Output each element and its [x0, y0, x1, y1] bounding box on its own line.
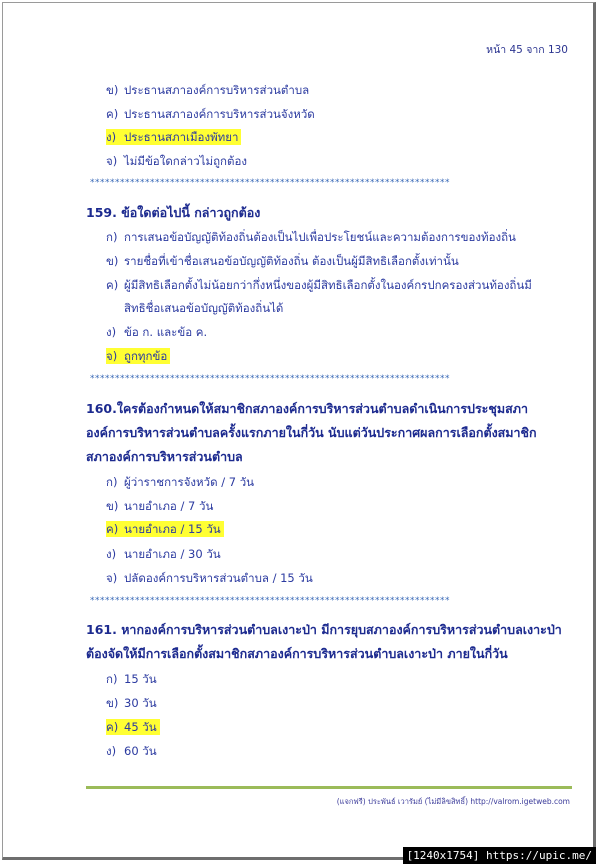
- option-text: ถูกทุกข้อ: [124, 349, 168, 363]
- q161-option-b: [106, 695, 157, 711]
- option-letter: ค): [106, 522, 119, 536]
- option-letter: ข): [106, 696, 119, 710]
- q161-option-d: [106, 743, 157, 759]
- footer-credit: (แจกฟรี) ประพันธ์ เวารัมย์ (ไม่มีลิขสิทธิ์) http://valrom.igetweb.com: [336, 797, 570, 806]
- option-letter: ง): [106, 547, 117, 561]
- separator: ************************************************************************: [90, 374, 450, 384]
- separator: ************************************************************************: [90, 596, 450, 606]
- q159-option-c: [106, 277, 532, 293]
- question-line: องค์การบริหารส่วนตำบลครั้งแรกภายในกี่วัน นับแต่วันประกาศผลการเลือกตั้งสมาชิก: [86, 425, 537, 440]
- option-text: นายอำเภอ / 7 วัน: [124, 499, 214, 513]
- option-letter: ค): [106, 720, 119, 734]
- option-d-prev-answer: [106, 129, 241, 145]
- question-line: 161. หากองค์การบริหารส่วนตำบลเงาะป่า มีการยุบสภาองค์การบริหารส่วนตำบลเงาะป่า: [86, 622, 562, 637]
- option-letter: ค): [106, 107, 119, 121]
- option-letter: จ): [106, 571, 118, 585]
- question-159: 159. ข้อใดต่อไปนี้ กล่าวถูกต้อง: [86, 205, 261, 220]
- q160-option-b: [106, 498, 213, 514]
- option-text: ประธานสภาองค์การบริหารส่วนจังหวัด: [124, 107, 315, 121]
- option-text: 15 วัน: [124, 672, 157, 686]
- option-letter: ง): [106, 744, 117, 758]
- option-letter: จ): [106, 349, 118, 363]
- option-letter: ข): [106, 254, 119, 268]
- option-letter: ง): [106, 130, 117, 144]
- option-text: ผู้ว่าราชการจังหวัด / 7 วัน: [124, 475, 255, 489]
- option-text: ประธานสภาองค์การบริหารส่วนตำบล: [124, 83, 310, 97]
- question-line: สภาองค์การบริหารส่วนตำบล: [86, 449, 243, 464]
- separator: ************************************************************************: [90, 178, 450, 188]
- footer-rule: [86, 786, 572, 789]
- option-b-prev: [106, 82, 309, 98]
- question-line: ต้องจัดให้มีการเลือกตั้งสมาชิกสภาองค์การบริหารส่วนตำบลเงาะป่า ภายในกี่วัน: [86, 646, 508, 661]
- q159-option-c-continued: สิทธิชื่อเสนอข้อบัญญัติท้องถิ่นได้: [124, 301, 284, 315]
- q159-option-a: [106, 229, 516, 245]
- option-text: ข้อ ก. และข้อ ค.: [124, 325, 208, 339]
- option-c-prev: [106, 106, 315, 122]
- q161-option-a: [106, 671, 157, 687]
- option-letter: จ): [106, 154, 118, 168]
- question-161: [86, 618, 576, 666]
- q160-option-e: [106, 570, 313, 586]
- option-letter: ข): [106, 499, 119, 513]
- option-letter: ข): [106, 83, 119, 97]
- option-text: ประธานสภาเมืองพัทยา: [124, 130, 239, 144]
- q159-option-d: [106, 324, 207, 340]
- option-letter: ค): [106, 278, 119, 292]
- option-text: การเสนอข้อบัญญัติท้องถิ่นต้องเป็นไปเพื่อประโยชน์และความต้องการของท้องถิ่น: [124, 230, 516, 244]
- q160-option-a: [106, 474, 254, 490]
- option-letter: ก): [106, 475, 118, 489]
- option-text: 60 วัน: [124, 744, 157, 758]
- option-text: 45 วัน: [124, 720, 157, 734]
- q159-option-e-answer: [106, 348, 170, 364]
- option-text: ผู้มีสิทธิเลือกตั้งไม่น้อยกว่ากึ่งหนึ่งของผู้มีสิทธิเลือกตั้งในองค์กรปกครองส่วนท้องถิ่นมี: [124, 278, 532, 292]
- option-text: ปลัดองค์การบริหารส่วนตำบล / 15 วัน: [124, 571, 313, 585]
- q160-option-c-answer: [106, 521, 224, 537]
- option-text: นายอำเภอ / 15 วัน: [124, 522, 221, 536]
- question-line: 160.ใครต้องกำหนดให้สมาชิกสภาองค์การบริหารส่วนตำบลดำเนินการประชุมสภา: [86, 401, 529, 416]
- question-160: [86, 397, 576, 469]
- q160-option-d: [106, 546, 221, 562]
- option-text: นายอำเภอ / 30 วัน: [124, 547, 221, 561]
- q161-option-c-answer: [106, 719, 160, 735]
- q159-option-b: [106, 253, 459, 269]
- option-text: ไม่มีข้อใดกล่าวไม่ถูกต้อง: [124, 154, 248, 168]
- image-size-badge[interactable]: [1240x1754] https://upic.me/: [403, 847, 596, 864]
- option-text: รายชื่อที่เข้าชื่อเสนอข้อบัญญัติท้องถิ่น ต้องเป็นผู้มีสิทธิเลือกตั้งเท่านั้น: [124, 254, 459, 268]
- option-text: 30 วัน: [124, 696, 157, 710]
- option-e-prev: [106, 153, 247, 169]
- page-number: หน้า 45 จาก 130: [486, 44, 568, 56]
- option-letter: ก): [106, 672, 118, 686]
- option-letter: ก): [106, 230, 118, 244]
- option-letter: ง): [106, 325, 117, 339]
